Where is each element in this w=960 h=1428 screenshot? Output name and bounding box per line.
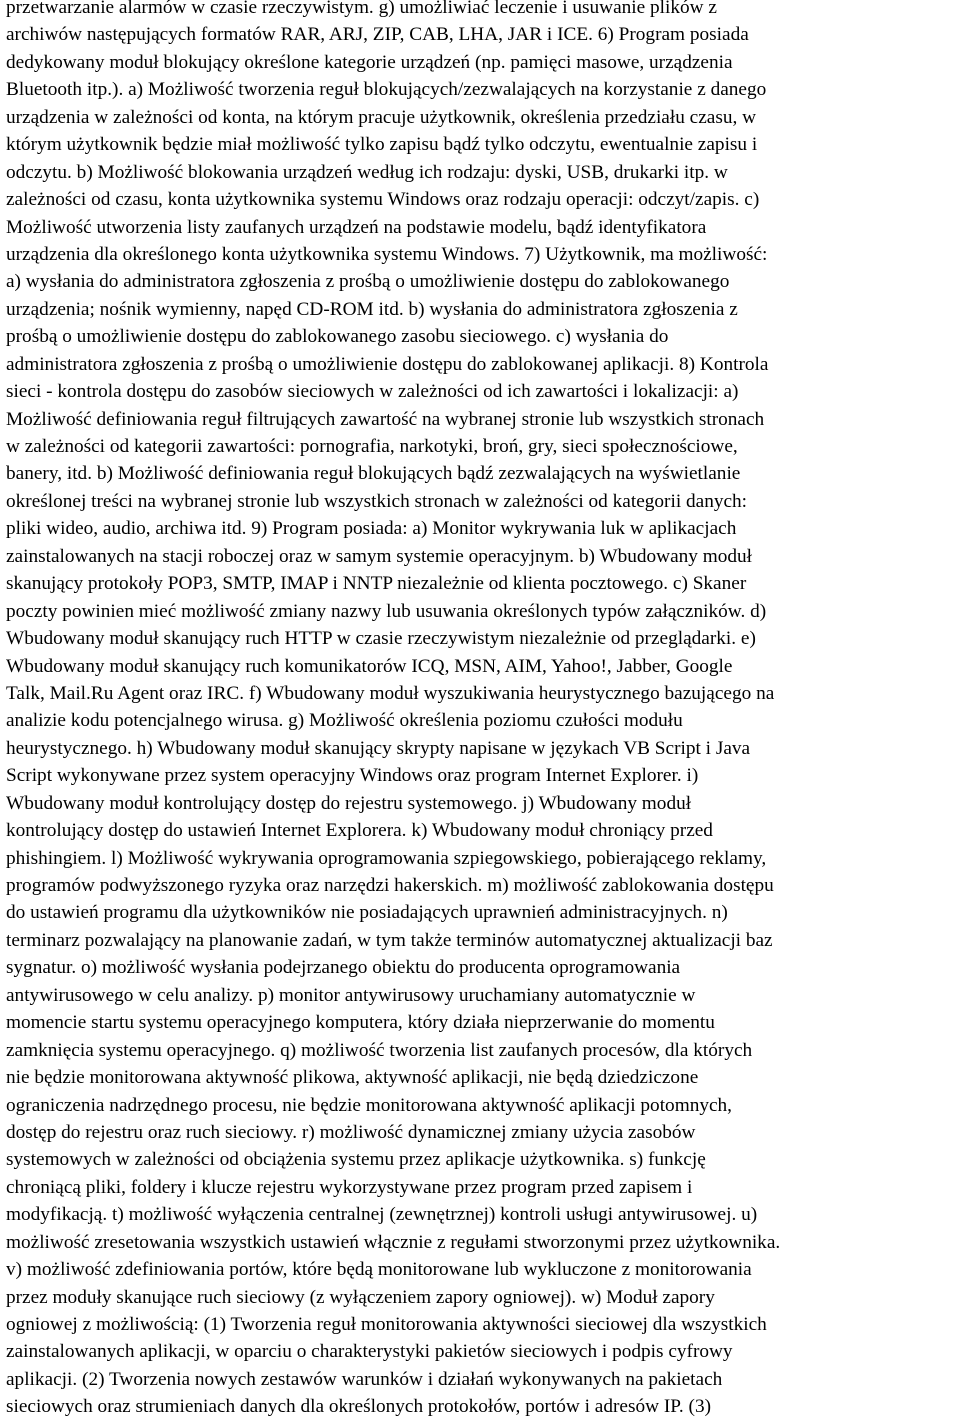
text-line: w zależności od kategorii zawartości: pornografia, narkotyki, broń, gry, sieci społecznościowe, [6,436,738,457]
text-line: zależności od czasu, konta użytkownika systemu Windows oraz rodzaju operacji: odczyt/zapis. c) [6,189,760,211]
text-line: skanujący protokoły POP3, SMTP, IMAP i NNTP niezależnie od klienta pocztowego. c) Skaner [6,573,747,595]
text-line: nie będzie monitorowana aktywność plikowa, aktywność aplikacji, nie będą dziedziczone [6,1067,699,1089]
text-line: pliki wideo, audio, archiwa itd. 9) Program posiada: a) Monitor wykrywania luk w aplikacjach [6,518,737,540]
body-text [6,0,956,1421]
text-line: zainstalowanych na stacji roboczej oraz w samym systemie operacyjnym. b) Wbudowany moduł [6,545,753,567]
text-line: systemowych w zależności od obciążenia systemu przez aplikacje użytkownika. s) funkcję [6,1149,706,1171]
text-line: urządzenia dla określonego konta użytkownika systemu Windows. 7) Użytkownik, ma możliwość: [6,243,768,265]
text-line: urządzenia w zależności od konta, na którym pracuje użytkownik, określenia przedziału czasu, w [6,106,757,128]
text-line: Wbudowany moduł kontrolujący dostęp do rejestru systemowego. j) Wbudowany moduł [6,792,692,814]
text-line: Bluetooth itp.). a) Możliwość tworzenia reguł blokujących/zezwalających na korzystanie z danego [6,79,767,101]
text-line: do ustawień programu dla użytkowników nie posiadających uprawnień administracyjnych. n) [6,902,728,924]
text-line: heurystycznego. h) Wbudowany moduł skanujący skrypty napisane w językach VB Script i Java [6,737,751,759]
text-line: urządzenia; nośnik wymienny, napęd CD-ROM itd. b) wysłania do administratora zgłoszenia z [6,298,738,320]
text-line: Wbudowany moduł skanujący ruch komunikatorów ICQ, MSN, AIM, Yahoo!, Jabber, Google [6,655,733,677]
text-line: Możliwość utworzenia listy zaufanych urządzeń na podstawie modelu, bądź identyfikatora [6,216,707,238]
text-line: ograniczenia nadrzędnego procesu, nie będzie monitorowana aktywność aplikacji potomnych, [6,1094,732,1116]
text-line: sieci - kontrola dostępu do zasobów sieciowych w zależności od ich zawartości i lokalizacji: a) [6,381,739,403]
text-line: analizie kodu potencjalnego wirusa. g) Możliwość określenia poziomu czułości modułu [6,710,683,732]
text-line: Talk, Mail.Ru Agent oraz IRC. f) Wbudowany moduł wyszukiwania heurystycznego bazującego na [6,682,775,704]
text-line: terminarz pozwalający na planowanie zadań, w tym także terminów automatycznej aktualizacji baz [6,929,773,951]
text-line: archiwów następujących formatów RAR, ARJ, ZIP, CAB, LHA, JAR i ICE. 6) Program posiada [6,24,749,46]
text-line: zainstalowanych aplikacji, w oparciu o charakterystyki pakietów sieciowych i podpis cyfrowy [6,1341,733,1363]
text-line: zamknięcia systemu operacyjnego. q) możliwość tworzenia list zaufanych procesów, dla których [6,1039,753,1061]
text-line: banery, itd. b) Możliwość definiowania reguł blokujących bądź zezwalających na wyświetlanie [6,463,741,485]
text-line: sieciowych oraz strumieniach danych dla określonych protokołów, portów i adresów IP. (3) [6,1396,712,1418]
text-line: odczytu. b) Możliwość blokowania urządzeń według ich rodzaju: dyski, USB, drukarki itp. w [6,161,728,183]
text-line: Możliwość definiowania reguł filtrujących zawartość na wybranej stronie lub wszystkich stronach [6,408,765,430]
text-line: prośbą o umożliwienie dostępu do zablokowanego zasobu sieciowego. c) wysłania do [6,326,669,348]
text-line: modyfikacją. t) możliwość wyłączenia centralnej (zewnętrznej) kontroli usługi antywirusowej. u) [6,1204,758,1226]
text-line: dostęp do rejestru oraz ruch sieciowy. r) możliwość dynamicznej zmiany użycia zasobów [6,1121,696,1143]
text-line: Wbudowany moduł skanujący ruch HTTP w czasie rzeczywistym niezależnie od przeglądarki. e) [6,628,756,650]
text-line: którym użytkownik będzie miał możliwość tylko zapisu bądź tylko odczytu, ewentualnie zapisu i [6,134,758,156]
text-line: antywirusowego w celu analizy. p) monitor antywirusowy uruchamiany automatycznie w [6,984,696,1006]
text-line: dedykowany moduł blokujący określone kategorie urządzeń (np. pamięci masowe, urządzenia [6,51,733,73]
text-line: możliwość zresetowania wszystkich ustawień włącznie z regułami stworzonymi przez użytkownika. [6,1231,781,1253]
text-line: ogniowej z możliwością: (1) Tworzenia reguł monitorowania aktywności sieciowej dla wszystkich [6,1314,767,1335]
text-line: momencie startu systemu operacyjnego komputera, który działa nieprzerwanie do momentu [6,1012,715,1034]
text-line: określonej treści na wybranej stronie lub wszystkich stronach w zależności od kategorii danych: [6,490,748,512]
text-line: programów podwyższonego ryzyka oraz narzędzi hakerskich. m) możliwość zablokowania dostępu [6,875,774,896]
text-line: poczty powinien mieć możliwość zmiany nazwy lub usuwania określonych typów załączników. d) [6,600,767,622]
text-line: sygnatur. o) możliwość wysłania podejrzanego obiektu do producenta oprogramowania [6,957,681,979]
text-line: przez moduły skanujące ruch sieciowy (z wyłączeniem zapory ogniowej). w) Moduł zapory [6,1286,715,1308]
text-line: phishingiem. l) Możliwość wykrywania oprogramowania szpiegowskiego, pobierającego reklamy, [6,847,767,869]
text-line: v) możliwość zdefiniowania portów, które będą monitorowane lub wykluczone z monitorowania [6,1259,752,1281]
text-line: administratora zgłoszenia z prośbą o umożliwienie dostępu do zablokowanej aplikacji. 8) Kontrola [6,353,769,375]
text-line: chroniącą pliki, foldery i klucze rejestru wykorzystywane przez program przed zapisem i [6,1176,693,1198]
text-line: przetwarzanie alarmów w czasie rzeczywistym. g) umożliwiać leczenie i usuwanie plików z [6,0,717,18]
text-line: Script wykonywane przez system operacyjny Windows oraz program Internet Explorer. i) [6,765,699,787]
text-line: aplikacji. (2) Tworzenia nowych zestawów warunków i działań wykonywanych na pakietach [6,1368,723,1390]
text-line: kontrolujący dostęp do ustawień Internet Explorera. k) Wbudowany moduł chroniący przed [6,820,713,842]
text-line: a) wysłania do administratora zgłoszenia z prośbą o umożliwienie dostępu do zablokowanego [6,271,730,293]
